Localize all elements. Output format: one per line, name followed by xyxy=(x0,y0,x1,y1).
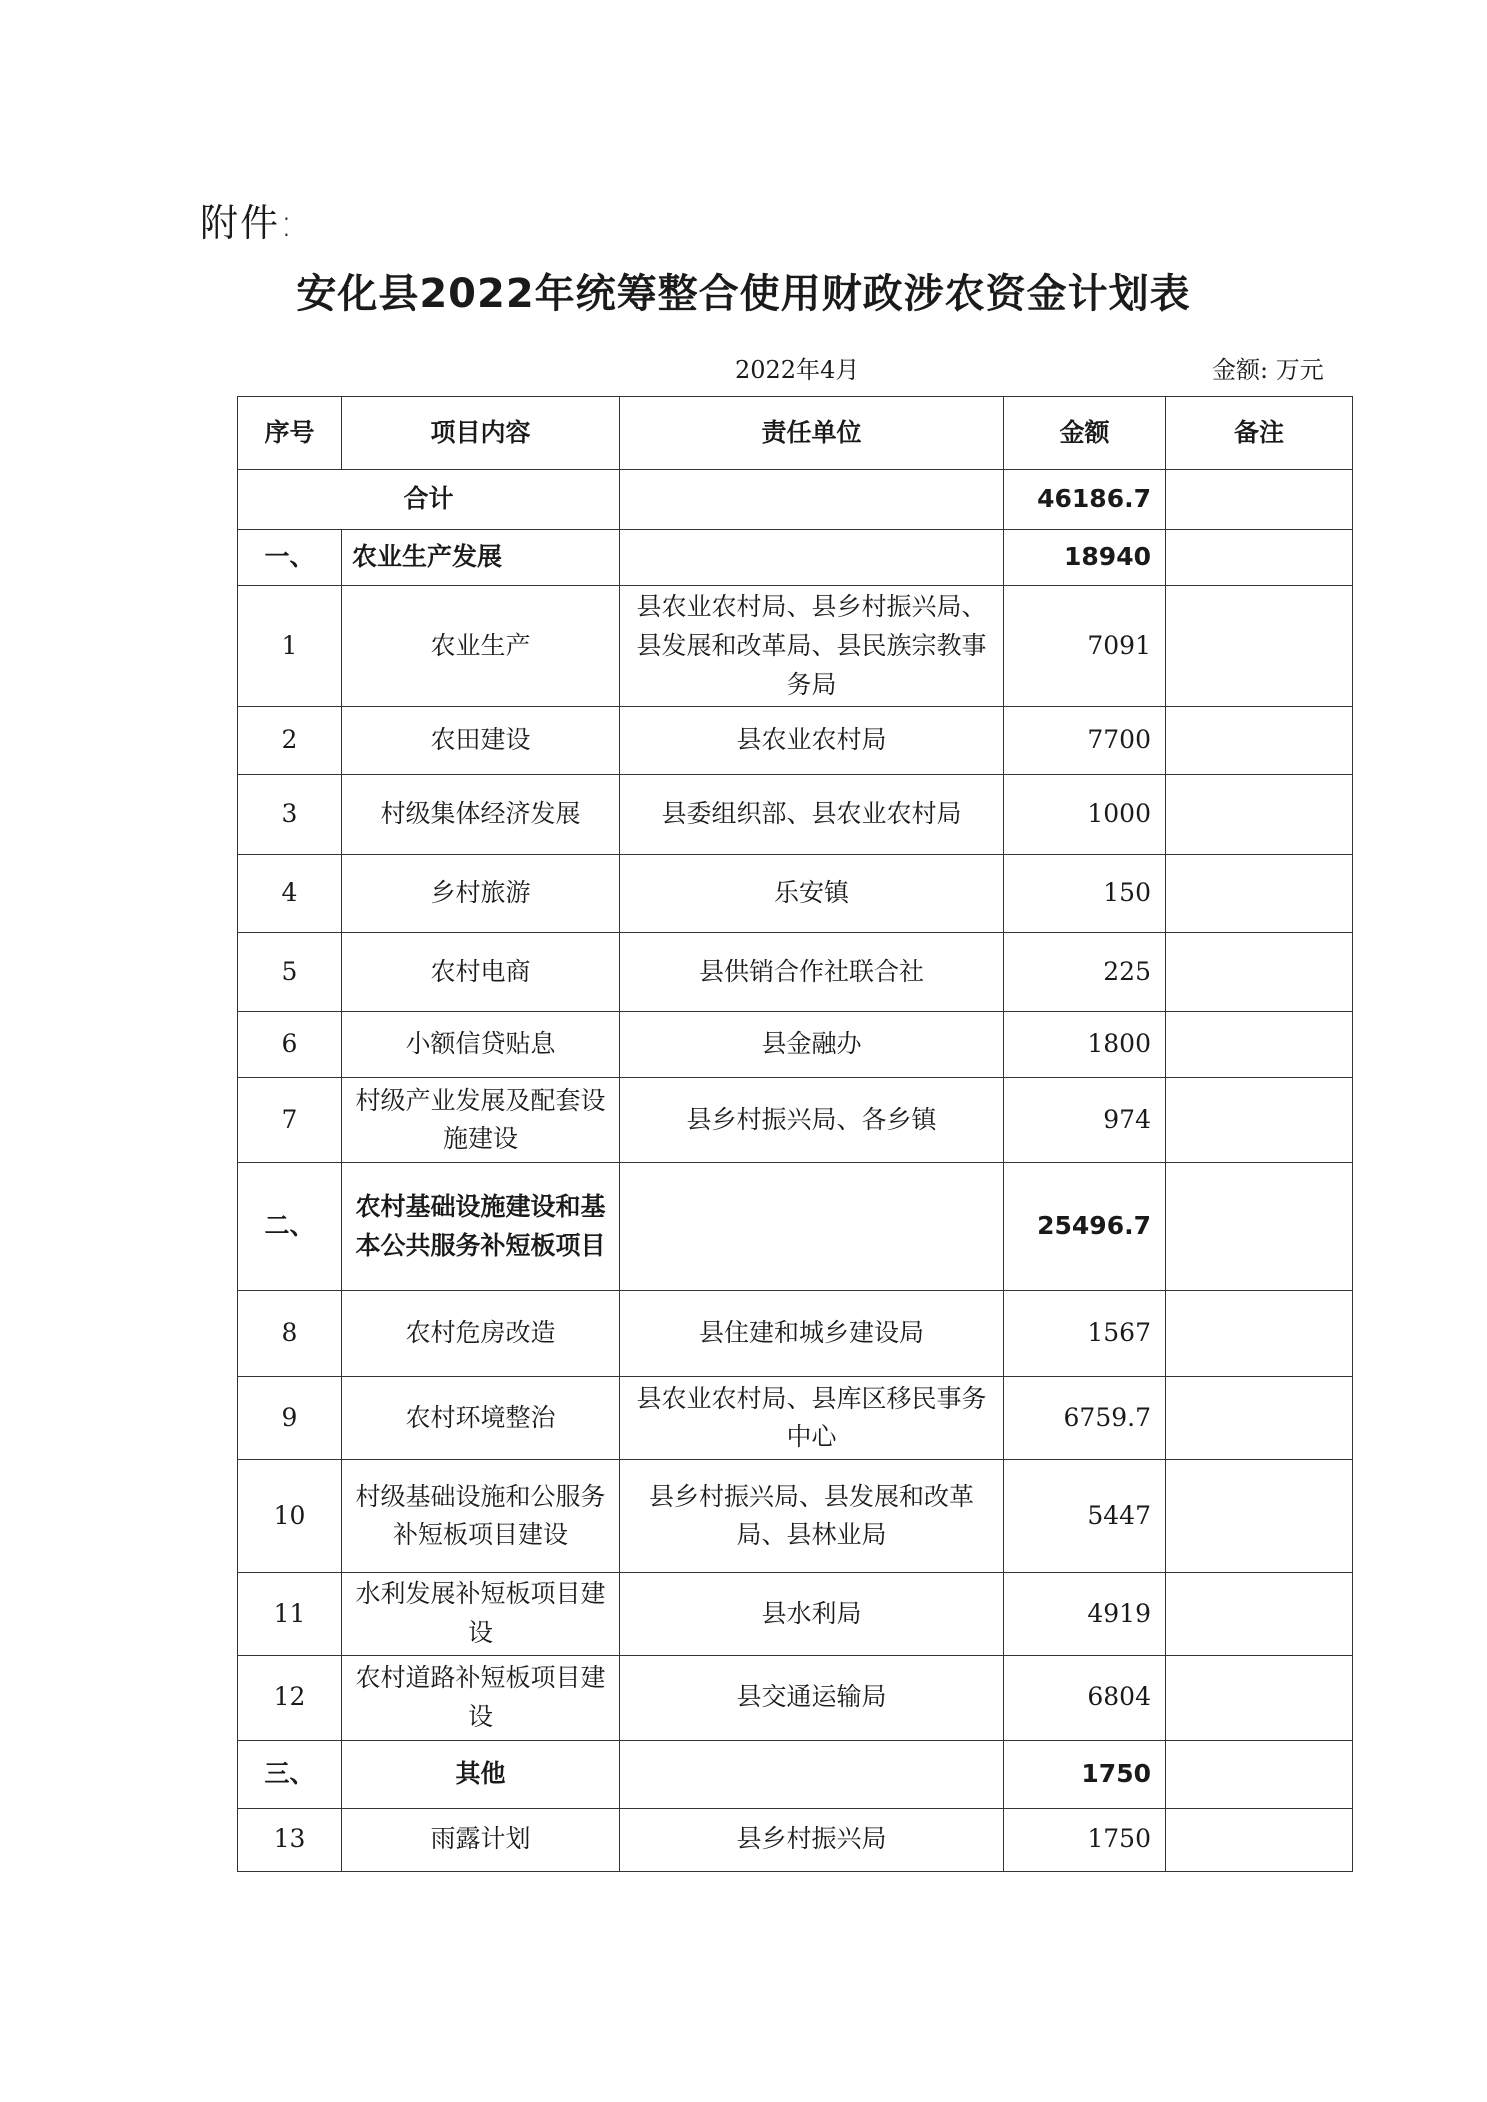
cell-amount: 974 xyxy=(1004,1078,1166,1163)
cell-content: 农田建设 xyxy=(342,707,620,775)
header-no: 序号 xyxy=(238,397,342,470)
cell-amount: 5447 xyxy=(1004,1460,1166,1573)
cell-amount: 1750 xyxy=(1004,1740,1166,1808)
cell-note xyxy=(1166,1377,1353,1460)
section-row xyxy=(238,1740,1353,1808)
total-label: 合计 xyxy=(238,470,620,530)
table-row xyxy=(238,586,1353,707)
cell-note xyxy=(1166,1012,1353,1078)
cell-unit xyxy=(620,1163,1004,1291)
table-row xyxy=(238,1291,1353,1377)
cell-no: 一、 xyxy=(238,530,342,586)
cell-content: 村级集体经济发展 xyxy=(342,775,620,855)
cell-note xyxy=(1166,707,1353,775)
cell-unit: 县农业农村局 xyxy=(620,707,1004,775)
cell-no: 1 xyxy=(238,586,342,707)
cell-content: 水利发展补短板项目建设 xyxy=(342,1573,620,1656)
cell-unit: 县金融办 xyxy=(620,1012,1004,1078)
amount-unit: 金额: 万元 xyxy=(1212,356,1324,384)
cell-unit: 县农业农村局、县乡村振兴局、县发展和改革局、县民族宗教事务局 xyxy=(620,586,1004,707)
table-header-row xyxy=(238,397,1353,470)
total-amount: 46186.7 xyxy=(1004,470,1166,530)
document-title: 安化县2022年统筹整合使用财政涉农资金计划表 xyxy=(296,271,1191,317)
cell-content: 农村基础设施建设和基本公共服务补短板项目 xyxy=(342,1163,620,1291)
cell-note xyxy=(1166,933,1353,1012)
total-note xyxy=(1166,470,1353,530)
table-row xyxy=(238,855,1353,933)
cell-note xyxy=(1166,855,1353,933)
cell-note xyxy=(1166,1460,1353,1573)
header-note: 备注 xyxy=(1166,397,1353,470)
total-row xyxy=(238,470,1353,530)
cell-amount: 6804 xyxy=(1004,1655,1166,1740)
table-row xyxy=(238,775,1353,855)
cell-content: 乡村旅游 xyxy=(342,855,620,933)
cell-unit xyxy=(620,530,1004,586)
cell-content: 村级基础设施和公服务补短板项目建设 xyxy=(342,1460,620,1573)
cell-no: 8 xyxy=(238,1291,342,1377)
cell-amount: 7700 xyxy=(1004,707,1166,775)
cell-content: 农业生产 xyxy=(342,586,620,707)
cell-note xyxy=(1166,586,1353,707)
table-row xyxy=(238,1808,1353,1871)
cell-amount: 1000 xyxy=(1004,775,1166,855)
cell-note xyxy=(1166,1655,1353,1740)
cell-no: 7 xyxy=(238,1078,342,1163)
section-row xyxy=(238,530,1353,586)
cell-amount: 225 xyxy=(1004,933,1166,1012)
cell-content: 农村危房改造 xyxy=(342,1291,620,1377)
cell-amount: 1800 xyxy=(1004,1012,1166,1078)
cell-unit: 县委组织部、县农业农村局 xyxy=(620,775,1004,855)
cell-note xyxy=(1166,1573,1353,1656)
cell-content: 农村道路补短板项目建设 xyxy=(342,1655,620,1740)
cell-content: 雨露计划 xyxy=(342,1808,620,1871)
table-row xyxy=(238,933,1353,1012)
cell-content: 农业生产发展 xyxy=(342,530,620,586)
cell-unit: 县交通运输局 xyxy=(620,1655,1004,1740)
cell-content: 农村电商 xyxy=(342,933,620,1012)
cell-note xyxy=(1166,1163,1353,1291)
fund-plan-table xyxy=(237,396,1353,1872)
cell-content: 其他 xyxy=(342,1740,620,1808)
table-row xyxy=(238,707,1353,775)
cell-unit: 县乡村振兴局、各乡镇 xyxy=(620,1078,1004,1163)
table-row xyxy=(238,1078,1353,1163)
header-content: 项目内容 xyxy=(342,397,620,470)
cell-amount: 6759.7 xyxy=(1004,1377,1166,1460)
cell-content: 农村环境整治 xyxy=(342,1377,620,1460)
cell-no: 12 xyxy=(238,1655,342,1740)
cell-amount: 150 xyxy=(1004,855,1166,933)
cell-note xyxy=(1166,1740,1353,1808)
cell-no: 二、 xyxy=(238,1163,342,1291)
cell-unit: 县农业农村局、县库区移民事务中心 xyxy=(620,1377,1004,1460)
cell-no: 10 xyxy=(238,1460,342,1573)
cell-no: 三、 xyxy=(238,1740,342,1808)
table-row xyxy=(238,1012,1353,1078)
cell-content: 村级产业发展及配套设施建设 xyxy=(342,1078,620,1163)
cell-unit: 县乡村振兴局、县发展和改革局、县林业局 xyxy=(620,1460,1004,1573)
document-date: 2022年4月 xyxy=(735,356,860,384)
section-row xyxy=(238,1163,1353,1291)
cell-unit: 县住建和城乡建设局 xyxy=(620,1291,1004,1377)
cell-no: 2 xyxy=(238,707,342,775)
cell-unit: 县水利局 xyxy=(620,1573,1004,1656)
cell-note xyxy=(1166,530,1353,586)
cell-amount: 18940 xyxy=(1004,530,1166,586)
table-row xyxy=(238,1573,1353,1656)
cell-no: 13 xyxy=(238,1808,342,1871)
cell-content: 小额信贷贴息 xyxy=(342,1012,620,1078)
cell-amount: 7091 xyxy=(1004,586,1166,707)
table-row xyxy=(238,1460,1353,1573)
cell-amount: 25496.7 xyxy=(1004,1163,1166,1291)
cell-note xyxy=(1166,1078,1353,1163)
cell-unit xyxy=(620,1740,1004,1808)
total-unit xyxy=(620,470,1004,530)
cell-amount: 1750 xyxy=(1004,1808,1166,1871)
attachment-label: 附件: xyxy=(200,201,295,245)
cell-unit: 县供销合作社联合社 xyxy=(620,933,1004,1012)
cell-note xyxy=(1166,1808,1353,1871)
cell-no: 11 xyxy=(238,1573,342,1656)
header-amount: 金额 xyxy=(1004,397,1166,470)
cell-unit: 县乡村振兴局 xyxy=(620,1808,1004,1871)
cell-no: 5 xyxy=(238,933,342,1012)
table-row xyxy=(238,1655,1353,1740)
cell-no: 6 xyxy=(238,1012,342,1078)
cell-note xyxy=(1166,775,1353,855)
cell-amount: 1567 xyxy=(1004,1291,1166,1377)
cell-no: 9 xyxy=(238,1377,342,1460)
cell-no: 3 xyxy=(238,775,342,855)
cell-note xyxy=(1166,1291,1353,1377)
header-unit: 责任单位 xyxy=(620,397,1004,470)
cell-amount: 4919 xyxy=(1004,1573,1166,1656)
cell-no: 4 xyxy=(238,855,342,933)
cell-unit: 乐安镇 xyxy=(620,855,1004,933)
table-row xyxy=(238,1377,1353,1460)
